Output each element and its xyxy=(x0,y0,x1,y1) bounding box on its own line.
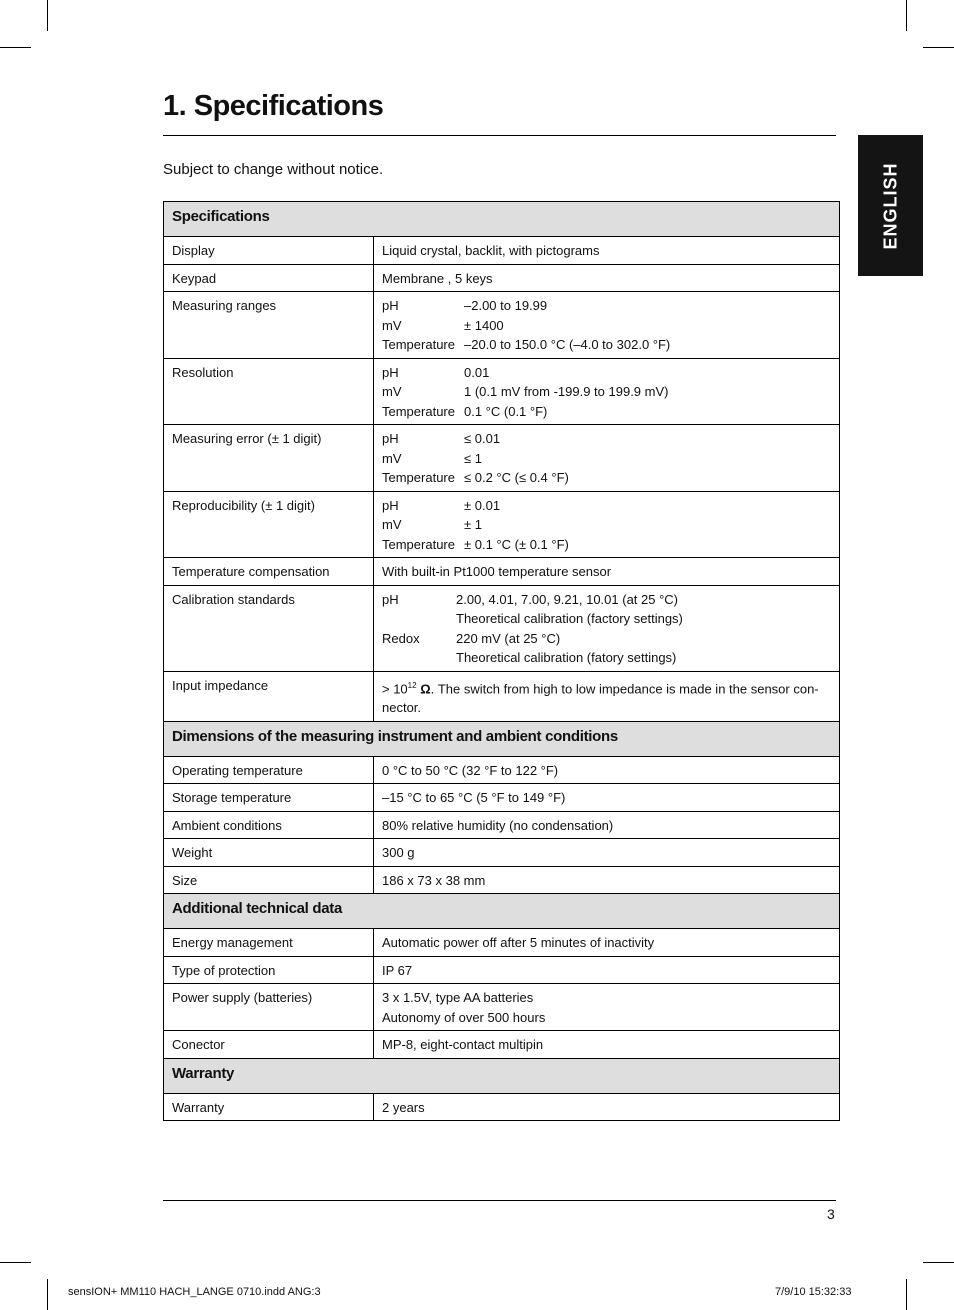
row-value: Membrane , 5 keys xyxy=(374,264,840,292)
table-row xyxy=(164,929,840,957)
ohm-symbol: Ω xyxy=(416,680,431,696)
row-label: Keypad xyxy=(164,264,374,292)
param-value: 2.00, 4.01, 7.00, 9.21, 10.01 (at 25 °C) xyxy=(456,591,679,607)
param-key: mV xyxy=(382,517,402,532)
row-label: Resolution xyxy=(164,358,374,425)
table-row xyxy=(164,811,840,839)
row-value-line: Autonomy of over 500 hours xyxy=(382,1009,546,1025)
row-label: Conector xyxy=(164,1031,374,1059)
page-title: 1. Specifications xyxy=(163,90,384,122)
param-value: 0.01 xyxy=(464,364,490,380)
page-number: 3 xyxy=(827,1206,835,1222)
specifications-table xyxy=(163,201,840,1121)
param-key: Temperature xyxy=(382,403,455,419)
param-key: mV xyxy=(382,450,402,466)
row-value xyxy=(374,491,840,558)
row-value xyxy=(374,671,840,721)
section-header-row xyxy=(164,202,840,237)
crop-mark xyxy=(923,47,954,48)
table-row xyxy=(164,237,840,265)
param-key: Temperature xyxy=(382,536,455,552)
table-row xyxy=(164,425,840,492)
row-value xyxy=(374,425,840,492)
row-value: 0 °C to 50 °C (32 °F to 122 °F) xyxy=(374,756,840,784)
row-value: 300 g xyxy=(374,839,840,867)
param-value: ± 1400 xyxy=(464,317,504,333)
slug-timestamp: 7/9/10 15:32:33 xyxy=(775,1286,852,1298)
row-value xyxy=(374,585,840,671)
table-row xyxy=(164,358,840,425)
table-row xyxy=(164,264,840,292)
table-row xyxy=(164,671,840,721)
row-label: Weight xyxy=(164,839,374,867)
row-label: Measuring ranges xyxy=(164,292,374,359)
crop-mark xyxy=(906,0,907,31)
table-row xyxy=(164,585,840,671)
param-value: 1 (0.1 mV from -199.9 to 199.9 mV) xyxy=(464,384,669,399)
param-value: 0.1 °C (0.1 °F) xyxy=(464,403,548,419)
row-label: Temperature compensation xyxy=(164,558,374,586)
row-label: Operating temperature xyxy=(164,756,374,784)
row-value: –15 °C to 65 °C (5 °F to 149 °F) xyxy=(374,784,840,812)
row-label: Size xyxy=(164,866,374,894)
section-title: Specifications xyxy=(164,202,840,237)
row-value xyxy=(374,358,840,425)
row-value xyxy=(374,984,840,1031)
row-label: Reproducibility (± 1 digit) xyxy=(164,491,374,558)
section-header-row xyxy=(164,1058,840,1093)
row-label: Input impedance xyxy=(164,671,374,721)
param-key: pH xyxy=(382,298,399,313)
row-value: Automatic power off after 5 minutes of inactivity xyxy=(374,929,840,957)
row-value-line: 3 x 1.5V, type AA batteries xyxy=(382,990,534,1006)
language-tab-label: ENGLISH xyxy=(880,161,900,250)
crop-mark xyxy=(47,1279,48,1310)
table-row xyxy=(164,491,840,558)
row-value: MP-8, eight-contact multipin xyxy=(374,1031,840,1059)
row-value: 186 x 73 x 38 mm xyxy=(374,866,840,894)
crop-mark xyxy=(906,1279,907,1310)
table-row xyxy=(164,1031,840,1059)
row-label: Calibration standards xyxy=(164,585,374,671)
row-label: Storage temperature xyxy=(164,784,374,812)
table-row xyxy=(164,984,840,1031)
row-label: Type of protection xyxy=(164,956,374,984)
table-row xyxy=(164,839,840,867)
title-rule xyxy=(163,135,836,136)
param-key: pH xyxy=(382,497,399,513)
param-key: Temperature xyxy=(382,337,455,352)
section-title: Warranty xyxy=(164,1058,840,1093)
param-value: ± 0.01 xyxy=(464,497,501,513)
crop-mark xyxy=(0,47,31,48)
table-row xyxy=(164,756,840,784)
param-value: ± 0.1 °C (± 0.1 °F) xyxy=(464,536,569,552)
row-label: Measuring error (± 1 digit) xyxy=(164,425,374,492)
param-value: 220 mV (at 25 °C) xyxy=(456,630,561,646)
impedance-exponent: 12 xyxy=(407,680,417,690)
impedance-prefix: > 10 xyxy=(382,680,408,696)
param-value: ± 1 xyxy=(464,517,482,532)
param-key: Redox xyxy=(382,630,420,646)
crop-mark xyxy=(47,0,48,31)
table-row xyxy=(164,866,840,894)
param-value: –2.00 to 19.99 xyxy=(464,298,548,313)
row-value: IP 67 xyxy=(374,956,840,984)
crop-mark xyxy=(0,1262,31,1263)
row-value: 80% relative humidity (no condensation) xyxy=(374,811,840,839)
param-key: pH xyxy=(382,431,399,446)
row-value xyxy=(374,292,840,359)
section-header-row xyxy=(164,721,840,756)
section-title: Additional technical data xyxy=(164,894,840,929)
param-key: pH xyxy=(382,591,399,607)
param-note: Theoretical calibration (fatory settings) xyxy=(456,650,677,665)
param-value: –20.0 to 150.0 °C (–4.0 to 302.0 °F) xyxy=(464,337,671,352)
impedance-text: . The switch from high to low impedance is made in the sensor con-nector. xyxy=(382,680,819,716)
table-row xyxy=(164,558,840,586)
param-key: pH xyxy=(382,364,399,380)
row-label: Display xyxy=(164,237,374,265)
row-label: Ambient conditions xyxy=(164,811,374,839)
footer-rule xyxy=(163,1200,836,1201)
param-value: ≤ 1 xyxy=(464,450,482,466)
row-value: Liquid crystal, backlit, with pictograms xyxy=(374,237,840,265)
crop-mark xyxy=(923,1262,954,1263)
table-row xyxy=(164,1093,840,1121)
row-label: Energy management xyxy=(164,929,374,957)
section-title: Dimensions of the measuring instrument and ambient conditions xyxy=(164,721,840,756)
table-row xyxy=(164,784,840,812)
row-label: Warranty xyxy=(164,1093,374,1121)
param-key: mV xyxy=(382,317,402,333)
param-key: mV xyxy=(382,384,402,399)
language-tab xyxy=(858,135,923,276)
section-header-row xyxy=(164,894,840,929)
param-note: Theoretical calibration (factory settings) xyxy=(456,611,683,626)
table-row xyxy=(164,292,840,359)
param-value: ≤ 0.01 xyxy=(464,431,501,446)
subtitle: Subject to change without notice. xyxy=(163,161,384,178)
row-value: 2 years xyxy=(374,1093,840,1121)
row-value: With built-in Pt1000 temperature sensor xyxy=(374,558,840,586)
row-label: Power supply (batteries) xyxy=(164,984,374,1031)
param-value: ≤ 0.2 °C (≤ 0.4 °F) xyxy=(464,470,569,485)
param-key: Temperature xyxy=(382,470,455,485)
slug-filename: sensION+ MM110 HACH_LANGE 0710.indd ANG:3 xyxy=(68,1286,321,1298)
table-row xyxy=(164,956,840,984)
